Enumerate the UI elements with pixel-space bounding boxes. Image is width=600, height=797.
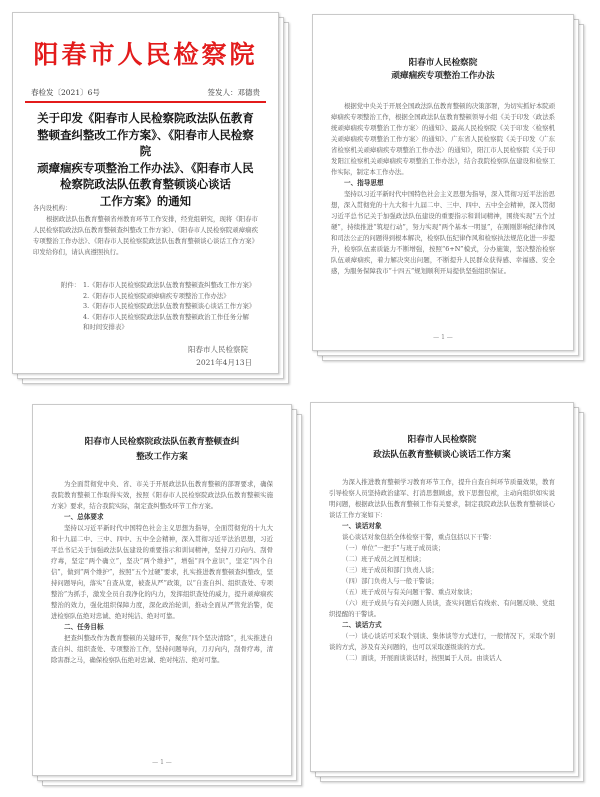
target-item: （五）班子成员与有关问题干警、重点对象谈； xyxy=(342,588,477,596)
intro-paragraph: 为深入推进教育整顿学习教育环节工作，提升自查自纠环节质量效果，教育引导检察人员坚持政治建军、打消思想顾虑，放下思想包袱，主动向组织如实说明问题，根据政法队伍教育整顿工作有关要求，制定我院政法队伍教育整顿谈心谈话工作方案如下： xyxy=(329,478,555,519)
attachment-item: 1.《阳春市人民检察院政法队伍教育整顿查纠整改工作方案》 xyxy=(83,281,256,289)
section-paragraph: 坚持以习近平新时代中国特色社会主义思想为指导，深入贯彻习近平法治思想，深入贯彻党的十九大和十九届二中、三中、四中、五中全会精神，深入贯彻习近平总书记关于加强政法队伍建设的重要指示和训词精神，围绕实现“五个过硬”，持续推进“筑堤行动”，努力实现“两个基本一明显”，在刚刚影响纪律作风和司法公正的问题得到根本解决，检察队伍纪律作风和检察执法规范化进一步提升，检察队伍素质能力不断增强，按照“6+N”模式，分办施策，坚决整治检察队伍顽瘴痼疾，着力解决突出问题，不断提升人民群众获得感、幸福感、安全感，为服务保障我市“十四五”规划顺利开局提供坚强组织保证。 xyxy=(331,190,555,275)
attachment-item: 2.《阳春市人民检察院顽瘴痼疾专项整治工作办法》 xyxy=(83,291,230,300)
target-item: （一）单位“一把手”与班子成员谈； xyxy=(342,544,445,552)
title-line: 关于印发《阳春市人民检察院政法队伍教育 xyxy=(37,111,254,125)
page-title xyxy=(321,433,563,463)
section-heading: 一、谈话对象 xyxy=(342,522,382,530)
section-heading: 一、总体要求 xyxy=(64,513,104,521)
intro-paragraph: 根据党中央关于开展全国政法队伍教育整顿的决策部署，为切实抓好本院顽瘴痼疾专项整治工作，根据全国政法队伍教育整顿领导小组《关于印发〈政法系统顽瘴痼疾专项整治工作方案〉的通知》、最高人民检察院《关于印发〈检察机关顽瘴痼疾专项整治工作方案〉的通知》、广东省人民检察院《关于印发〈广东省检察机关顽瘴痼疾专项整治工作办法〉的通知》，阳江市人民检察院《关于印发阳江检察机关顽瘴痼疾专项整治工作办法》，结合我院检察队伍建设和检察工作实际，制定本工作办法。 xyxy=(331,102,555,176)
attachment-item: 3.《阳春市人民检察院政法队伍教育整顿谈心谈话工作方案》 xyxy=(83,302,256,310)
page-body xyxy=(331,101,555,288)
target-item: （四）部门负责人与一般干警谈； xyxy=(342,577,438,585)
red-header: 阳春市人民检察院 xyxy=(33,40,258,69)
title-line: 工作方案》的通知 xyxy=(99,193,192,208)
body-paragraph: 根据政法队伍教育整顿省州教育环节工作安排，经党组研究，现将《阳春市人民检察院政法队伍教育整顿查纠整改工作方案》、《阳春市人民检察院顽瘴痼疾专项整治工作办法》、《阳春市人民检察院政法队伍教育整顿谈心谈话工作方案》印发给你们，请认真遵照执行。 xyxy=(33,215,258,256)
title-line: 顽瘴痼疾专项整治工作办法 xyxy=(391,71,495,81)
title-line: 政法队伍教育整顿谈心谈话工作方案 xyxy=(373,450,511,460)
page-number: — 1 — xyxy=(152,759,172,766)
attachment-item: 4.《阳春市人民检察院政法队伍教育整顿政治工作任务分解和时间安排表》 xyxy=(83,312,249,331)
section-intro: 谈心谈话对象包括全体检察干警，重点包括以下干警： xyxy=(342,533,496,541)
talks-page[interactable] xyxy=(310,402,574,772)
title-line: 整顿查纠整改工作方案》、《阳春市人民检察院 xyxy=(37,127,254,158)
salutation: 各内设机构： xyxy=(33,204,72,212)
way-paragraph: （一）谈心谈话可采取个别谈、集体谈等方式进行，一般情况下，采取个别谈的方式，涉及有关问题的，也可以采取逐级谈的方式。 xyxy=(329,632,555,651)
document-number: 春检发〔2021〕6号 xyxy=(31,88,100,97)
page-number: — 1 — xyxy=(433,334,453,341)
target-item: （二）班子成员之间互相谈； xyxy=(342,555,426,563)
section-heading: 二、任务目标 xyxy=(64,623,104,631)
target-item: （三）班子成员和部门负责人谈； xyxy=(342,566,438,574)
section-heading: 二、谈话方式 xyxy=(342,621,382,629)
red-divider xyxy=(25,101,266,103)
way-paragraph: （二）面谈，开展面谈谈话时，按照属于人员。由谈话人 xyxy=(342,654,502,662)
title-line: 检察院政法队伍教育整顿谈心谈话 xyxy=(60,177,231,191)
title-line: 顽瘴痼疾专项整治工作办法》、《阳春市人民 xyxy=(37,160,254,175)
rectification-page[interactable] xyxy=(32,404,292,776)
attachments-list xyxy=(61,280,254,333)
page-body xyxy=(51,479,273,664)
signature-date: 2021年4月13日 xyxy=(196,358,252,367)
notice-body xyxy=(33,203,258,258)
page-body xyxy=(329,477,555,765)
notice-title xyxy=(33,110,258,209)
page-title xyxy=(323,57,563,83)
page-title xyxy=(43,435,281,465)
title-line: 阳春市人民检察院 xyxy=(408,58,478,68)
intro-paragraph: 为全面贯彻党中央、省、市关于开展政法队伍教育整顿的部署要求，确保我院教育整顿工作取得实效，按照《阳春市人民检察院政法队伍教育整顿实施方案》要求，结合我院实际，制定查纠整改环节工作方案。 xyxy=(51,480,273,510)
notice-page[interactable] xyxy=(12,12,279,374)
title-line: 整改工作方案 xyxy=(136,452,188,462)
target-item: （六）班子成员与有关问题人员谈，查实问题后有线索、有问题反映、党组织提醒的干警谈。 xyxy=(329,599,555,618)
title-line: 阳春市人民检察院政法队伍教育整顿查纠 xyxy=(84,437,240,447)
remediation-page[interactable] xyxy=(312,14,574,351)
section-paragraph: 把查纠整改作为教育整顿的关键环节，聚焦“四个坚决清除”，扎实推进自查自纠、组织查处、专项整治工作，坚持问题导向，刀刃向内，刮骨疗毒，清除害群之马，确保检察队伍绝对忠诚、绝对纯洁、绝对可靠。 xyxy=(51,634,273,664)
section-paragraph: 坚持以习近平新时代中国特色社会主义思想为指导，全面贯彻党的十九大和十九届二中、三中、四中、五中全会精神，深入贯彻习近平法治思想，习近平总书记关于加强政法队伍建设的重要指示和训词精神，坚持刀刃向内、刮骨疗毒，坚定“两个确立”，坚决“两个维护”，增强“四个意识”，坚定“四个自信”，做到“两个维护”，按照“五个过硬”要求，扎实推进教育整顿查纠整改，坚持问题导向，落实“自查从宽，被查从严”政策，以“自查自纠、组织查处、专项整治”为抓手，激发全员自我净化的内力，发挥组织查处的威力，提升顽瘴痼疾整治的效力，强化组织保障力度，深化政治轮训，推动全面从严管党治警，促进检察队伍绝对忠诚、绝对纯洁、绝对可靠。 xyxy=(51,524,273,620)
section-heading: 一、指导思想 xyxy=(344,179,384,187)
attachments-label: 附件： xyxy=(61,281,81,289)
signature-org: 阳春市人民检察院 xyxy=(188,345,248,354)
title-line: 阳春市人民检察院 xyxy=(407,435,477,445)
signer: 签发人：邓德贵 xyxy=(207,88,260,97)
